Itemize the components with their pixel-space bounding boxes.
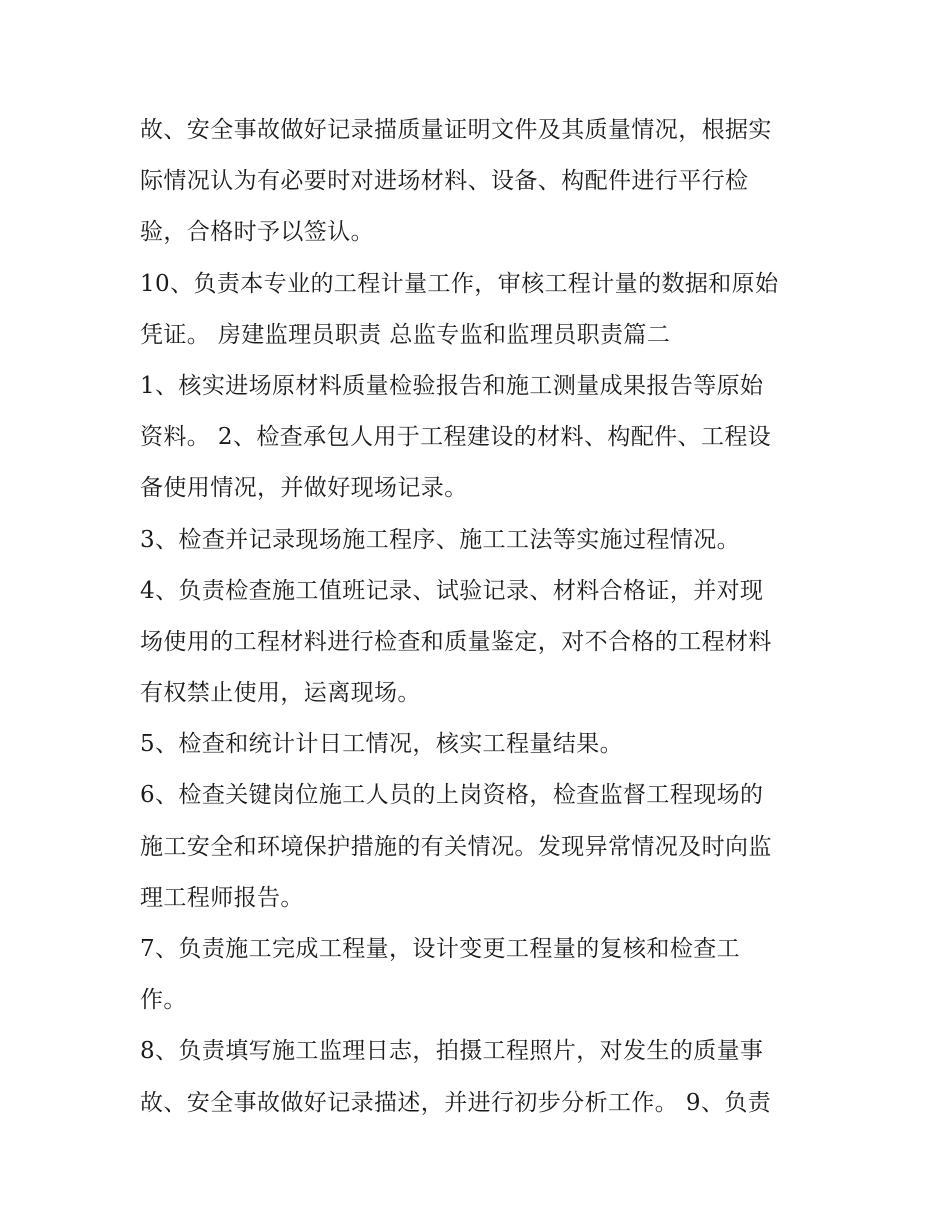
text-line: 故、安全事故做好记录描述，并进行初步分析工作。 9、负责 xyxy=(140,1089,772,1116)
text-line: 施工安全和环境保护措施的有关情况。发现异常情况及时向监 xyxy=(140,833,772,860)
text-line: 故、安全事故做好记录描质量证明文件及其质量情况，根据实 xyxy=(140,117,772,143)
text-line: 3、检查并记录现场施工程序、施工工法等实施过程情况。 xyxy=(140,526,741,553)
text-line: 凭证。 房建监理员职责 总监专监和监理员职责篇二 xyxy=(140,321,671,348)
text-line: 6、检查关键岗位施工人员的上岗资格，检查监督工程现场的 xyxy=(140,782,764,809)
text-line: 场使用的工程材料进行检查和质量鉴定，对不合格的工程材料 xyxy=(140,628,772,655)
text-line: 4、负责检查施工值班记录、试验记录、材料合格证，并对现 xyxy=(140,577,764,604)
text-line: 5、检查和统计计日工情况，核实工程量结果。 xyxy=(140,731,624,758)
text-line: 8、负责填写施工监理日志，拍摄工程照片，对发生的质量事 xyxy=(140,1038,764,1065)
text-line: 验，合格时予以签认。 xyxy=(140,219,374,246)
text-line: 理工程师报告。 xyxy=(140,884,304,911)
text-line: 1、核实进场原材料质量检验报告和施工测量成果报告等原始 xyxy=(140,372,764,399)
text-line: 7、负责施工完成工程量，设计变更工程量的复核和检查工 xyxy=(140,936,741,962)
text-line: 际情况认为有必要时对进场材料、设备、构配件进行平行检 xyxy=(140,168,749,195)
text-line: 资料。 2、检查承包人用于工程建设的材料、构配件、工程设 xyxy=(140,424,772,451)
text-line: 备使用情况，并做好现场记录。 xyxy=(140,475,468,502)
document-body xyxy=(140,105,820,1129)
text-line: 有权禁止使用，运离现场。 xyxy=(140,680,421,707)
text-line: 作。 xyxy=(140,987,187,1014)
text-line: 10、负责本专业的工程计量工作，审核工程计量的数据和原始 xyxy=(140,270,779,297)
